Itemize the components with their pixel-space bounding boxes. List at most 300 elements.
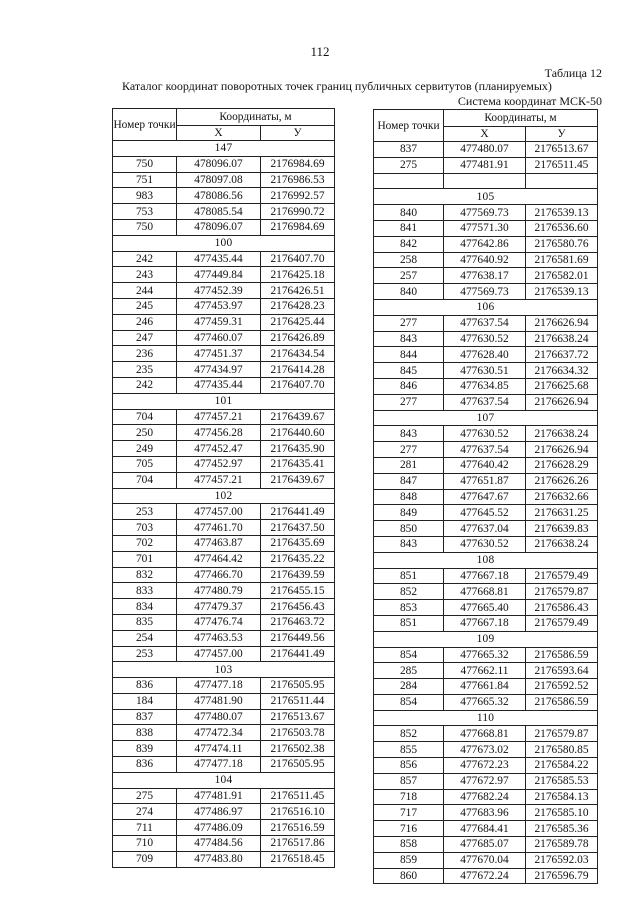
- y-coordinate-cell: 2176407.70: [261, 377, 335, 393]
- table-label: Таблица 12: [544, 66, 602, 80]
- coordinates-table-right: [373, 109, 598, 884]
- x-coordinate-cell: 477480.07: [177, 709, 261, 725]
- point-number-cell: 850: [374, 521, 444, 537]
- x-coordinate-cell: 477665.32: [444, 647, 526, 663]
- x-coordinate-cell: 477480.07: [444, 142, 526, 158]
- point-number-cell: 852: [374, 726, 444, 742]
- table-row: [374, 773, 598, 789]
- table-row: [113, 267, 335, 283]
- point-number-cell: 851: [374, 568, 444, 584]
- x-coordinate-cell: 477457.00: [177, 504, 261, 520]
- point-number-cell: 243: [113, 267, 177, 283]
- x-coordinate-cell: 477662.11: [444, 663, 526, 679]
- table-row: [374, 726, 598, 742]
- y-coordinate-cell: 2176986.53: [261, 172, 335, 188]
- y-coordinate-cell: 2176584.13: [526, 789, 598, 805]
- x-coordinate-cell: 477476.74: [177, 614, 261, 630]
- empty-cell: [526, 173, 598, 189]
- x-coordinate-cell: 477628.40: [444, 347, 526, 363]
- group-number: 103: [113, 662, 335, 678]
- point-number-cell: 245: [113, 298, 177, 314]
- table-row: [113, 425, 335, 441]
- table-row: [374, 363, 598, 379]
- point-number-cell: 837: [113, 709, 177, 725]
- point-number-cell: 717: [374, 805, 444, 821]
- y-coordinate-cell: 2176441.49: [261, 646, 335, 662]
- y-coordinate-cell: 2176439.59: [261, 567, 335, 583]
- table-row: [113, 599, 335, 615]
- y-coordinate-cell: 2176414.28: [261, 362, 335, 378]
- x-coordinate-cell: 477642.86: [444, 236, 526, 252]
- y-coordinate-cell: 2176435.69: [261, 535, 335, 551]
- point-number-cell: 837: [374, 142, 444, 158]
- x-coordinate-cell: 477463.87: [177, 535, 261, 551]
- x-coordinate-cell: 477638.17: [444, 268, 526, 284]
- point-number-cell: 857: [374, 773, 444, 789]
- point-number-cell: 751: [113, 172, 177, 188]
- y-coordinate-cell: 2176539.13: [526, 205, 598, 221]
- table-row: [113, 630, 335, 646]
- table-row: [374, 347, 598, 363]
- point-number-cell: 184: [113, 693, 177, 709]
- point-number-cell: 701: [113, 551, 177, 567]
- x-coordinate-cell: 477630.52: [444, 331, 526, 347]
- x-coordinate-cell: 477683.96: [444, 805, 526, 821]
- table-row: [113, 504, 335, 520]
- y-coordinate-cell: 2176579.87: [526, 584, 598, 600]
- x-coordinate-cell: 477668.81: [444, 726, 526, 742]
- table-row: [374, 837, 598, 853]
- header-coordinates: Координаты, м: [177, 109, 335, 126]
- coordinate-system-label: Система координат МСК-50: [457, 94, 602, 108]
- y-coordinate-cell: 2176426.89: [261, 330, 335, 346]
- table-row: [113, 709, 335, 725]
- y-coordinate-cell: 2176638.24: [526, 426, 598, 442]
- y-coordinate-cell: 2176586.43: [526, 600, 598, 616]
- point-number-cell: 750: [113, 219, 177, 235]
- table-row: [374, 536, 598, 552]
- y-coordinate-cell: 2176596.79: [526, 868, 598, 884]
- table-row: [113, 693, 335, 709]
- table-row: [113, 298, 335, 314]
- table-row: [113, 535, 335, 551]
- table-row: [113, 219, 335, 235]
- x-coordinate-cell: 477647.67: [444, 489, 526, 505]
- point-number-cell: 277: [374, 394, 444, 410]
- point-number-cell: 832: [113, 567, 177, 583]
- x-coordinate-cell: 477435.44: [177, 251, 261, 267]
- point-number-cell: 253: [113, 646, 177, 662]
- table-row: [374, 457, 598, 473]
- table-row: [374, 694, 598, 710]
- group-number: 105: [374, 189, 598, 205]
- table-row: [374, 868, 598, 884]
- x-coordinate-cell: 477479.37: [177, 599, 261, 615]
- point-number-cell: 846: [374, 378, 444, 394]
- point-number-cell: 853: [374, 600, 444, 616]
- table-row: [374, 679, 598, 695]
- table-row: [374, 852, 598, 868]
- y-coordinate-cell: 2176586.59: [526, 647, 598, 663]
- y-coordinate-cell: 2176990.72: [261, 204, 335, 220]
- y-coordinate-cell: 2176625.68: [526, 378, 598, 394]
- y-coordinate-cell: 2176435.90: [261, 441, 335, 457]
- y-coordinate-cell: 2176516.59: [261, 820, 335, 836]
- point-number-cell: 836: [113, 757, 177, 773]
- y-coordinate-cell: 2176518.45: [261, 851, 335, 867]
- point-number-cell: 858: [374, 837, 444, 853]
- table-row: [113, 851, 335, 867]
- point-number-cell: 253: [113, 504, 177, 520]
- x-coordinate-cell: 477569.73: [444, 205, 526, 221]
- y-coordinate-cell: 2176984.69: [261, 219, 335, 235]
- point-number-cell: 704: [113, 409, 177, 425]
- y-coordinate-cell: 2176585.10: [526, 805, 598, 821]
- x-coordinate-cell: 477452.47: [177, 441, 261, 457]
- point-number-cell: 254: [113, 630, 177, 646]
- y-coordinate-cell: 2176634.32: [526, 363, 598, 379]
- y-coordinate-cell: 2176536.60: [526, 220, 598, 236]
- table-row: [113, 456, 335, 472]
- x-coordinate-cell: 477630.52: [444, 426, 526, 442]
- group-row: [374, 299, 598, 315]
- y-coordinate-cell: 2176428.23: [261, 298, 335, 314]
- table-row: [113, 346, 335, 362]
- point-number-cell: 235: [113, 362, 177, 378]
- point-number-cell: 860: [374, 868, 444, 884]
- header-y: У: [261, 126, 335, 141]
- table-row: [374, 331, 598, 347]
- y-coordinate-cell: 2176439.67: [261, 472, 335, 488]
- table-row: [374, 647, 598, 663]
- x-coordinate-cell: 478096.07: [177, 156, 261, 172]
- table-row: [374, 505, 598, 521]
- point-number-cell: 854: [374, 647, 444, 663]
- x-coordinate-cell: 477640.92: [444, 252, 526, 268]
- table-row: [374, 378, 598, 394]
- group-row: [374, 631, 598, 647]
- y-coordinate-cell: 2176455.15: [261, 583, 335, 599]
- table-row: [113, 567, 335, 583]
- y-coordinate-cell: 2176440.60: [261, 425, 335, 441]
- y-coordinate-cell: 2176628.29: [526, 457, 598, 473]
- point-number-cell: 843: [374, 331, 444, 347]
- point-number-cell: 854: [374, 694, 444, 710]
- point-number-cell: 705: [113, 456, 177, 472]
- x-coordinate-cell: 477477.18: [177, 757, 261, 773]
- x-coordinate-cell: 477434.97: [177, 362, 261, 378]
- y-coordinate-cell: 2176581.69: [526, 252, 598, 268]
- y-coordinate-cell: 2176511.44: [261, 693, 335, 709]
- x-coordinate-cell: 477665.32: [444, 694, 526, 710]
- group-row: [113, 235, 335, 251]
- y-coordinate-cell: 2176425.44: [261, 314, 335, 330]
- point-number-cell: 246: [113, 314, 177, 330]
- y-coordinate-cell: 2176586.59: [526, 694, 598, 710]
- point-number-cell: 281: [374, 457, 444, 473]
- table-row: [113, 283, 335, 299]
- point-number-cell: 704: [113, 472, 177, 488]
- table-row: [374, 663, 598, 679]
- x-coordinate-cell: 477668.81: [444, 584, 526, 600]
- table-row: [374, 284, 598, 300]
- table-row: [113, 741, 335, 757]
- point-number-cell: 852: [374, 584, 444, 600]
- x-coordinate-cell: 477486.97: [177, 804, 261, 820]
- point-number-cell: 702: [113, 535, 177, 551]
- x-coordinate-cell: 477640.42: [444, 457, 526, 473]
- x-coordinate-cell: 477661.84: [444, 679, 526, 695]
- point-number-cell: 851: [374, 615, 444, 631]
- table-row: [113, 362, 335, 378]
- y-coordinate-cell: 2176592.52: [526, 679, 598, 695]
- header-y: У: [526, 127, 598, 142]
- y-coordinate-cell: 2176434.54: [261, 346, 335, 362]
- x-coordinate-cell: 477651.87: [444, 473, 526, 489]
- y-coordinate-cell: 2176580.85: [526, 742, 598, 758]
- x-coordinate-cell: 477483.80: [177, 851, 261, 867]
- point-number-cell: 711: [113, 820, 177, 836]
- table-row: [374, 394, 598, 410]
- empty-cell: [444, 173, 526, 189]
- x-coordinate-cell: 477665.40: [444, 600, 526, 616]
- point-number-cell: 843: [374, 426, 444, 442]
- group-number: 147: [113, 141, 335, 157]
- y-coordinate-cell: 2176626.26: [526, 473, 598, 489]
- y-coordinate-cell: 2176638.24: [526, 331, 598, 347]
- x-coordinate-cell: 478085.54: [177, 204, 261, 220]
- point-number-cell: 244: [113, 283, 177, 299]
- x-coordinate-cell: 478096.07: [177, 219, 261, 235]
- y-coordinate-cell: 2176513.67: [261, 709, 335, 725]
- group-row: [374, 189, 598, 205]
- header-point-number: Номер точки: [374, 110, 444, 142]
- y-coordinate-cell: 2176502.38: [261, 741, 335, 757]
- y-coordinate-cell: 2176992.57: [261, 188, 335, 204]
- table-row: [113, 409, 335, 425]
- group-row: [374, 552, 598, 568]
- point-number-cell: 855: [374, 742, 444, 758]
- group-number: 108: [374, 552, 598, 568]
- y-coordinate-cell: 2176437.50: [261, 520, 335, 536]
- point-number-cell: 236: [113, 346, 177, 362]
- header-point-number: Номер точки: [113, 109, 177, 141]
- table-row: [374, 426, 598, 442]
- table-row: [374, 615, 598, 631]
- group-row: [113, 772, 335, 788]
- group-row: [113, 662, 335, 678]
- x-coordinate-cell: 477484.56: [177, 836, 261, 852]
- x-coordinate-cell: 477435.44: [177, 377, 261, 393]
- x-coordinate-cell: 477637.54: [444, 442, 526, 458]
- x-coordinate-cell: 477672.24: [444, 868, 526, 884]
- x-coordinate-cell: 477456.28: [177, 425, 261, 441]
- point-number-cell: 716: [374, 821, 444, 837]
- point-number-cell: 242: [113, 377, 177, 393]
- x-coordinate-cell: 477474.11: [177, 741, 261, 757]
- point-number-cell: 750: [113, 156, 177, 172]
- group-number: 102: [113, 488, 335, 504]
- table-row: [113, 520, 335, 536]
- x-coordinate-cell: 477453.97: [177, 298, 261, 314]
- header-x: X: [444, 127, 526, 142]
- point-number-cell: 838: [113, 725, 177, 741]
- x-coordinate-cell: 477472.34: [177, 725, 261, 741]
- point-number-cell: 703: [113, 520, 177, 536]
- point-number-cell: 284: [374, 679, 444, 695]
- point-number-cell: 844: [374, 347, 444, 363]
- point-number-cell: 275: [374, 157, 444, 173]
- x-coordinate-cell: 477673.02: [444, 742, 526, 758]
- x-coordinate-cell: 477667.18: [444, 615, 526, 631]
- y-coordinate-cell: 2176589.78: [526, 837, 598, 853]
- point-number-cell: 836: [113, 678, 177, 694]
- y-coordinate-cell: 2176592.03: [526, 852, 598, 868]
- group-number: 106: [374, 299, 598, 315]
- x-coordinate-cell: 477460.07: [177, 330, 261, 346]
- x-coordinate-cell: 477459.31: [177, 314, 261, 330]
- y-coordinate-cell: 2176626.94: [526, 315, 598, 331]
- table-row: [374, 205, 598, 221]
- header-x: X: [177, 126, 261, 141]
- table-row: [374, 268, 598, 284]
- table-row: [374, 600, 598, 616]
- x-coordinate-cell: 477672.97: [444, 773, 526, 789]
- y-coordinate-cell: 2176639.83: [526, 521, 598, 537]
- y-coordinate-cell: 2176632.66: [526, 489, 598, 505]
- table-row: [374, 789, 598, 805]
- page-number: 112: [310, 44, 330, 59]
- x-coordinate-cell: 477480.79: [177, 583, 261, 599]
- x-coordinate-cell: 477684.41: [444, 821, 526, 837]
- group-row: [374, 410, 598, 426]
- y-coordinate-cell: 2176579.87: [526, 726, 598, 742]
- y-coordinate-cell: 2176463.72: [261, 614, 335, 630]
- point-number-cell: 249: [113, 441, 177, 457]
- x-coordinate-cell: 477477.18: [177, 678, 261, 694]
- x-coordinate-cell: 477486.09: [177, 820, 261, 836]
- point-number-cell: 710: [113, 836, 177, 852]
- y-coordinate-cell: 2176435.22: [261, 551, 335, 567]
- left-table-body: [113, 141, 335, 868]
- table-row: [374, 821, 598, 837]
- x-coordinate-cell: 477569.73: [444, 284, 526, 300]
- point-number-cell: 841: [374, 220, 444, 236]
- right-table-body: [374, 142, 598, 884]
- y-coordinate-cell: 2176579.49: [526, 568, 598, 584]
- y-coordinate-cell: 2176631.25: [526, 505, 598, 521]
- point-number-cell: 718: [374, 789, 444, 805]
- table-row: [374, 236, 598, 252]
- y-coordinate-cell: 2176407.70: [261, 251, 335, 267]
- y-coordinate-cell: 2176426.51: [261, 283, 335, 299]
- y-coordinate-cell: 2176579.49: [526, 615, 598, 631]
- x-coordinate-cell: 477637.54: [444, 315, 526, 331]
- y-coordinate-cell: 2176441.49: [261, 504, 335, 520]
- x-coordinate-cell: 477571.30: [444, 220, 526, 236]
- table-row: [374, 758, 598, 774]
- point-number-cell: 250: [113, 425, 177, 441]
- x-coordinate-cell: 477457.21: [177, 472, 261, 488]
- table-row: [113, 725, 335, 741]
- group-row: [113, 488, 335, 504]
- y-coordinate-cell: 2176582.01: [526, 268, 598, 284]
- table-row: [374, 220, 598, 236]
- point-number-cell: 242: [113, 251, 177, 267]
- table-row: [374, 521, 598, 537]
- point-number-cell: 277: [374, 315, 444, 331]
- y-coordinate-cell: 2176585.36: [526, 821, 598, 837]
- y-coordinate-cell: 2176511.45: [261, 788, 335, 804]
- x-coordinate-cell: 477452.39: [177, 283, 261, 299]
- x-coordinate-cell: 477667.18: [444, 568, 526, 584]
- y-coordinate-cell: 2176505.95: [261, 678, 335, 694]
- x-coordinate-cell: 478097.08: [177, 172, 261, 188]
- point-number-cell: 856: [374, 758, 444, 774]
- x-coordinate-cell: 477672.23: [444, 758, 526, 774]
- table-row: [374, 473, 598, 489]
- table-row: [113, 820, 335, 836]
- y-coordinate-cell: 2176593.64: [526, 663, 598, 679]
- y-coordinate-cell: 2176435.41: [261, 456, 335, 472]
- x-coordinate-cell: 477464.42: [177, 551, 261, 567]
- point-number-cell: 845: [374, 363, 444, 379]
- y-coordinate-cell: 2176425.18: [261, 267, 335, 283]
- table-row: [113, 330, 335, 346]
- point-number-cell: 834: [113, 599, 177, 615]
- x-coordinate-cell: 477637.54: [444, 394, 526, 410]
- coordinates-table-left: [112, 108, 335, 868]
- x-coordinate-cell: 477481.91: [177, 788, 261, 804]
- x-coordinate-cell: 477463.53: [177, 630, 261, 646]
- group-number: 100: [113, 235, 335, 251]
- x-coordinate-cell: 477637.04: [444, 521, 526, 537]
- point-number-cell: 753: [113, 204, 177, 220]
- group-number: 101: [113, 393, 335, 409]
- y-coordinate-cell: 2176517.86: [261, 836, 335, 852]
- x-coordinate-cell: 477466.70: [177, 567, 261, 583]
- table-row: [374, 489, 598, 505]
- x-coordinate-cell: 477645.52: [444, 505, 526, 521]
- table-row: [113, 583, 335, 599]
- table-row: [113, 441, 335, 457]
- table-row: [374, 805, 598, 821]
- y-coordinate-cell: 2176505.95: [261, 757, 335, 773]
- group-row: [113, 141, 335, 157]
- y-coordinate-cell: 2176539.13: [526, 284, 598, 300]
- table-row: [113, 472, 335, 488]
- table-row: [113, 836, 335, 852]
- y-coordinate-cell: 2176511.45: [526, 157, 598, 173]
- point-number-cell: 258: [374, 252, 444, 268]
- point-number-cell: 848: [374, 489, 444, 505]
- x-coordinate-cell: 477481.90: [177, 693, 261, 709]
- x-coordinate-cell: 477670.04: [444, 852, 526, 868]
- point-number-cell: 247: [113, 330, 177, 346]
- y-coordinate-cell: 2176439.67: [261, 409, 335, 425]
- table-row: [113, 551, 335, 567]
- x-coordinate-cell: 477682.24: [444, 789, 526, 805]
- x-coordinate-cell: 477457.21: [177, 409, 261, 425]
- point-number-cell: 983: [113, 188, 177, 204]
- point-number-cell: 859: [374, 852, 444, 868]
- y-coordinate-cell: 2176638.24: [526, 536, 598, 552]
- x-coordinate-cell: 477685.07: [444, 837, 526, 853]
- point-number-cell: 849: [374, 505, 444, 521]
- table-row: [374, 568, 598, 584]
- group-row: [113, 393, 335, 409]
- y-coordinate-cell: 2176580.76: [526, 236, 598, 252]
